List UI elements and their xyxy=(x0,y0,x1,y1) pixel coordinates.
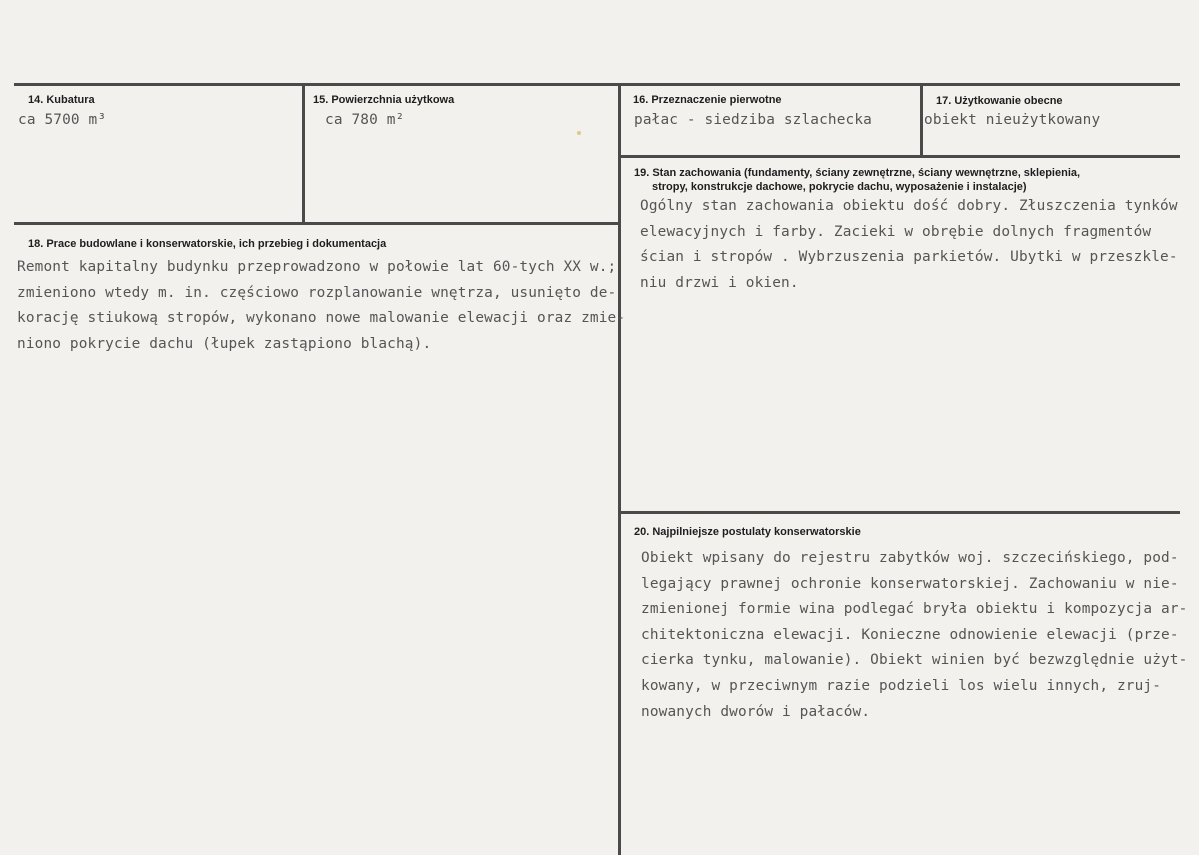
rule-under-16-17 xyxy=(621,155,1180,158)
field-17-label: 17. Użytkowanie obecne xyxy=(936,95,1063,107)
field-19-line: Ogólny stan zachowania obiektu dość dobry. Złuszczenia tynków xyxy=(640,198,1178,214)
field-15-label: 15. Powierzchnia użytkowa xyxy=(313,94,455,106)
field-18-label: 18. Prace budowlane i konserwatorskie, ich przebieg i dokumentacja xyxy=(28,238,387,250)
field-19-label-line2: stropy, konstrukcje dachowe, pokrycie dachu, wyposażenie i instalacje) xyxy=(652,181,1027,193)
field-15-value: ca 780 m² xyxy=(325,112,405,128)
field-19-line: elewacyjnych i farby. Zacieki w obrębie dolnych fragmentów xyxy=(640,223,1152,240)
center-divider xyxy=(618,83,621,855)
field-19-text xyxy=(640,194,1178,296)
field-20-text xyxy=(641,546,1187,725)
field-19-label-line1: 19. Stan zachowania (fundamenty, ściany zewnętrzne, ściany wewnętrzne, sklepienia, xyxy=(634,167,1081,179)
field-18-line: niono pokrycie dachu (łupek zastąpiono blachą). xyxy=(17,335,432,352)
field-20-label: 20. Najpilniejsze postulaty konserwatorskie xyxy=(634,526,861,538)
field-16-label: 16. Przeznaczenie pierwotne xyxy=(633,94,782,106)
field-18-text xyxy=(17,255,625,357)
field-20-line: Obiekt wpisany do rejestru zabytków woj. szczecińskiego, pod- xyxy=(641,550,1179,566)
top-rule xyxy=(14,83,1180,86)
field-18-line: zmieniono wtedy m. in. częściowo rozplanowanie wnętrza, usunięto de- xyxy=(17,284,617,301)
rule-under-14-15 xyxy=(14,222,618,225)
paper-speck xyxy=(577,131,581,135)
field-18-line: korację stiukową stropów, wykonano nowe malowanie elewacji oraz zmie- xyxy=(17,310,626,327)
field-20-line: kowany, w przeciwnym razie podzieli los wielu innych, zruj- xyxy=(641,677,1162,694)
field-17-value: obiekt nieużytkowany xyxy=(924,112,1101,128)
field-18-line: Remont kapitalny budynku przeprowadzono w połowie lat 60-tych XX w.; xyxy=(17,259,617,275)
divider-16-17 xyxy=(920,83,923,157)
field-14-label: 14. Kubatura xyxy=(28,94,95,106)
divider-14-15 xyxy=(302,83,305,225)
field-19-line: ścian i stropów . Wybrzuszenia parkietów. Ubytki w przeszkle- xyxy=(640,249,1178,266)
field-14-value: ca 5700 m³ xyxy=(18,112,107,128)
field-20-line: zmienionej formie wina podlegać bryła obiektu i kompozycja ar- xyxy=(641,601,1188,618)
field-16-value: pałac - siedziba szlachecka xyxy=(634,112,872,128)
field-20-line: legający prawnej ochronie konserwatorskiej. Zachowaniu w nie- xyxy=(641,575,1179,592)
field-19-line: niu drzwi i okien. xyxy=(640,274,799,291)
rule-above-20 xyxy=(621,511,1180,514)
field-20-line: chitektoniczna elewacji. Konieczne odnowienie elewacji (prze- xyxy=(641,626,1179,643)
field-20-line: nowanych dworów i pałaców. xyxy=(641,703,871,720)
field-20-line: cierka tynku, malowanie). Obiekt winien być bezwzględnie użyt- xyxy=(641,652,1188,669)
